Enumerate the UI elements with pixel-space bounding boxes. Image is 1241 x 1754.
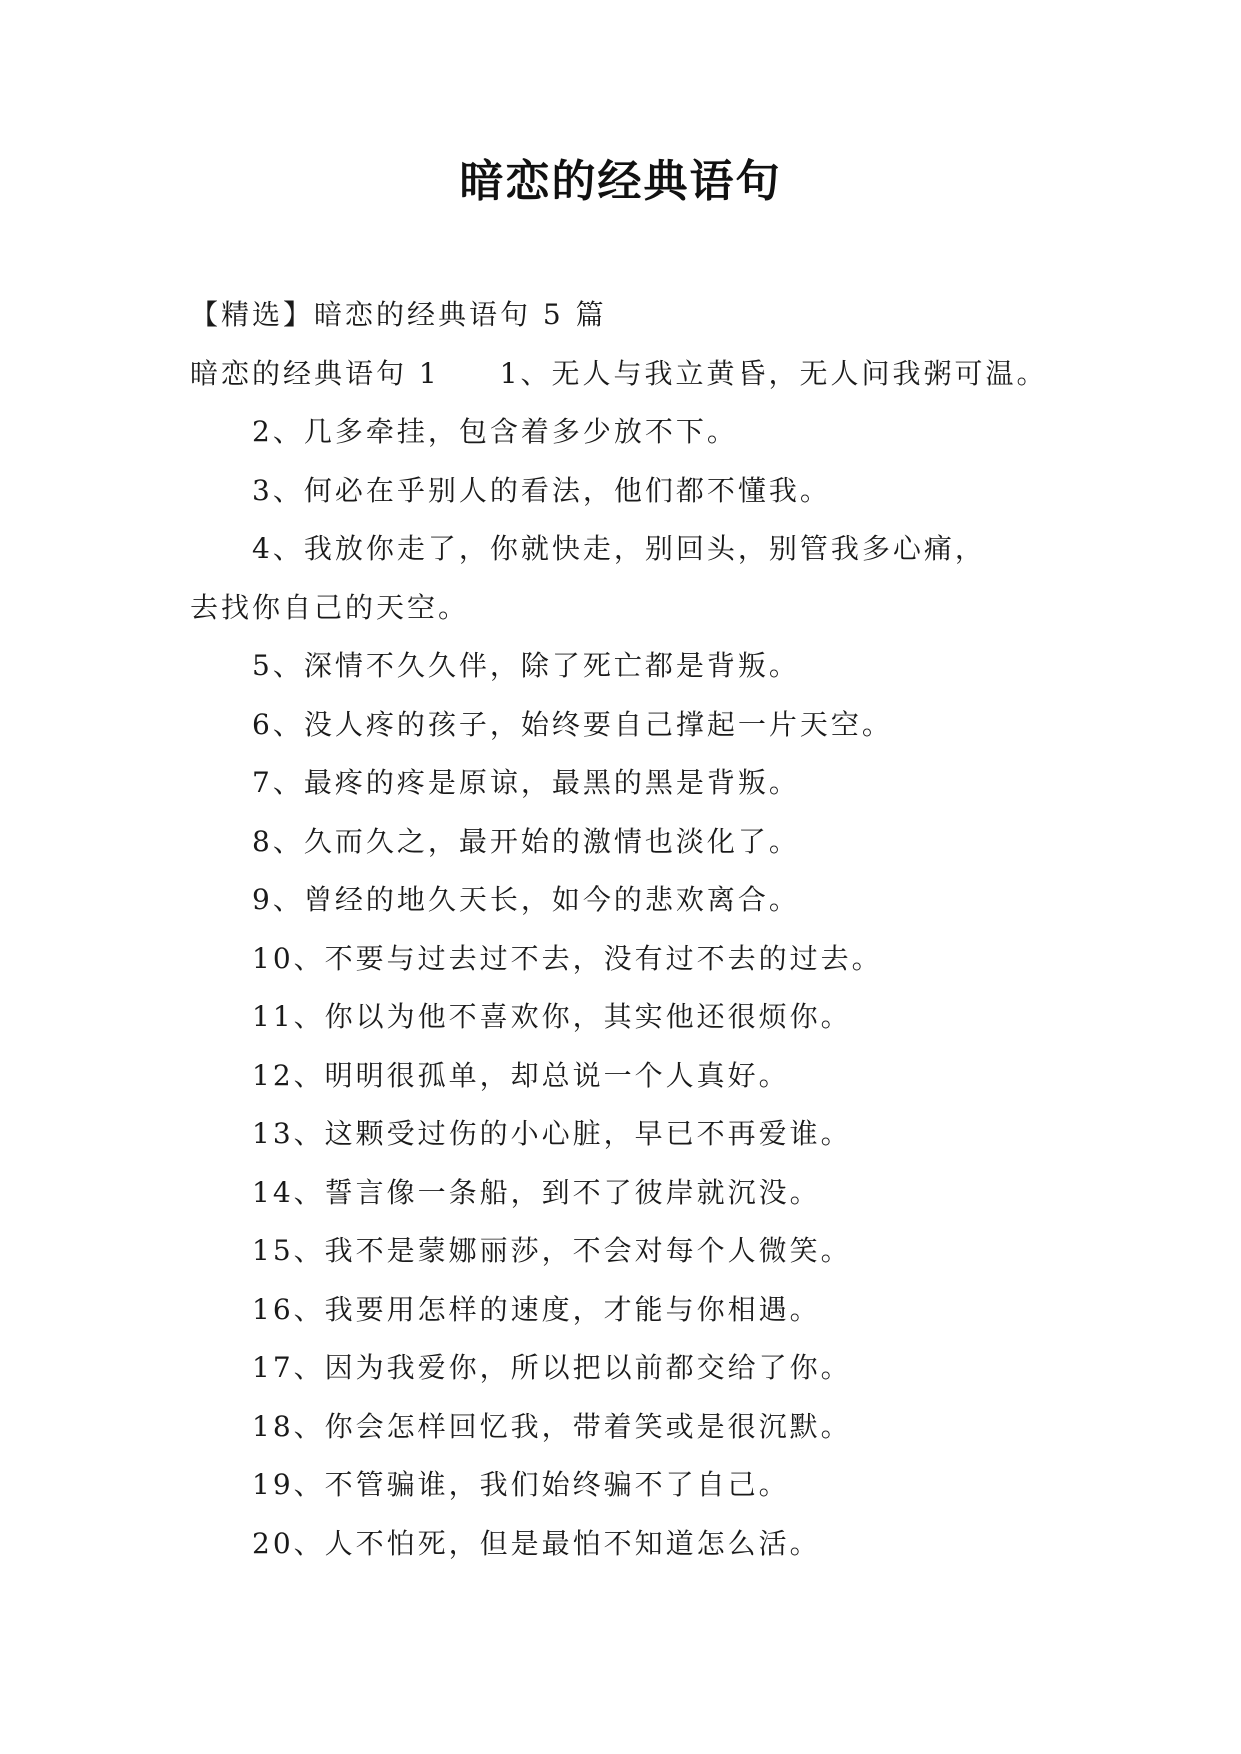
quote-1: 1、无人与我立黄昏，无人问我粥可温。 <box>499 356 1048 390</box>
document-body <box>190 286 1070 1573</box>
quote-4: 4、我放你走了，你就快走，别回头，别管我多心痛， <box>252 532 986 565</box>
quote-13: 13、这颗受过伤的小心脏，早已不再爱谁。 <box>252 1117 852 1150</box>
quote-3: 3、何必在乎别人的看法，他们都不懂我。 <box>252 473 831 507</box>
quote-5: 5、深情不久久伴，除了死亡都是背叛。 <box>252 649 800 682</box>
section-first-line <box>190 345 1070 404</box>
section-heading: 暗恋的经典语句 1 <box>190 356 440 390</box>
quote-17: 17、因为我爱你，所以把以前都交给了你。 <box>252 1351 852 1384</box>
quote-11: 11、你以为他不喜欢你，其实他还很烦你。 <box>252 1000 852 1033</box>
quote-14: 14、誓言像一条船，到不了彼岸就沉没。 <box>252 1175 821 1209</box>
quote-4-continuation: 去找你自己的天空。 <box>190 590 470 624</box>
quote-19: 19、不管骗谁，我们始终骗不了自己。 <box>252 1468 790 1501</box>
page-title: 暗恋的经典语句 <box>459 156 782 207</box>
quote-15: 15、我不是蒙娜丽莎，不会对每个人微笑。 <box>252 1234 852 1267</box>
quote-18: 18、你会怎样回忆我，带着笑或是很沉默。 <box>252 1409 852 1443</box>
quote-7: 7、最疼的疼是原谅，最黑的黑是背叛。 <box>252 766 800 799</box>
quote-12: 12、明明很孤单，却总说一个人真好。 <box>252 1058 790 1092</box>
quote-10: 10、不要与过去过不去，没有过不去的过去。 <box>252 941 883 975</box>
quote-2: 2、几多牵挂，包含着多少放不下。 <box>252 415 738 448</box>
quote-16: 16、我要用怎样的速度，才能与你相遇。 <box>252 1292 821 1326</box>
intro-line: 【精选】暗恋的经典语句 5 篇 <box>190 298 607 331</box>
quote-8: 8、久而久之，最开始的激情也淡化了。 <box>252 824 800 858</box>
quote-20: 20、人不怕死，但是最怕不知道怎么活。 <box>252 1526 821 1560</box>
quote-9: 9、曾经的地久天长，如今的悲欢离合。 <box>252 883 800 916</box>
quote-6: 6、没人疼的孩子，始终要自己撑起一片天空。 <box>252 707 893 741</box>
